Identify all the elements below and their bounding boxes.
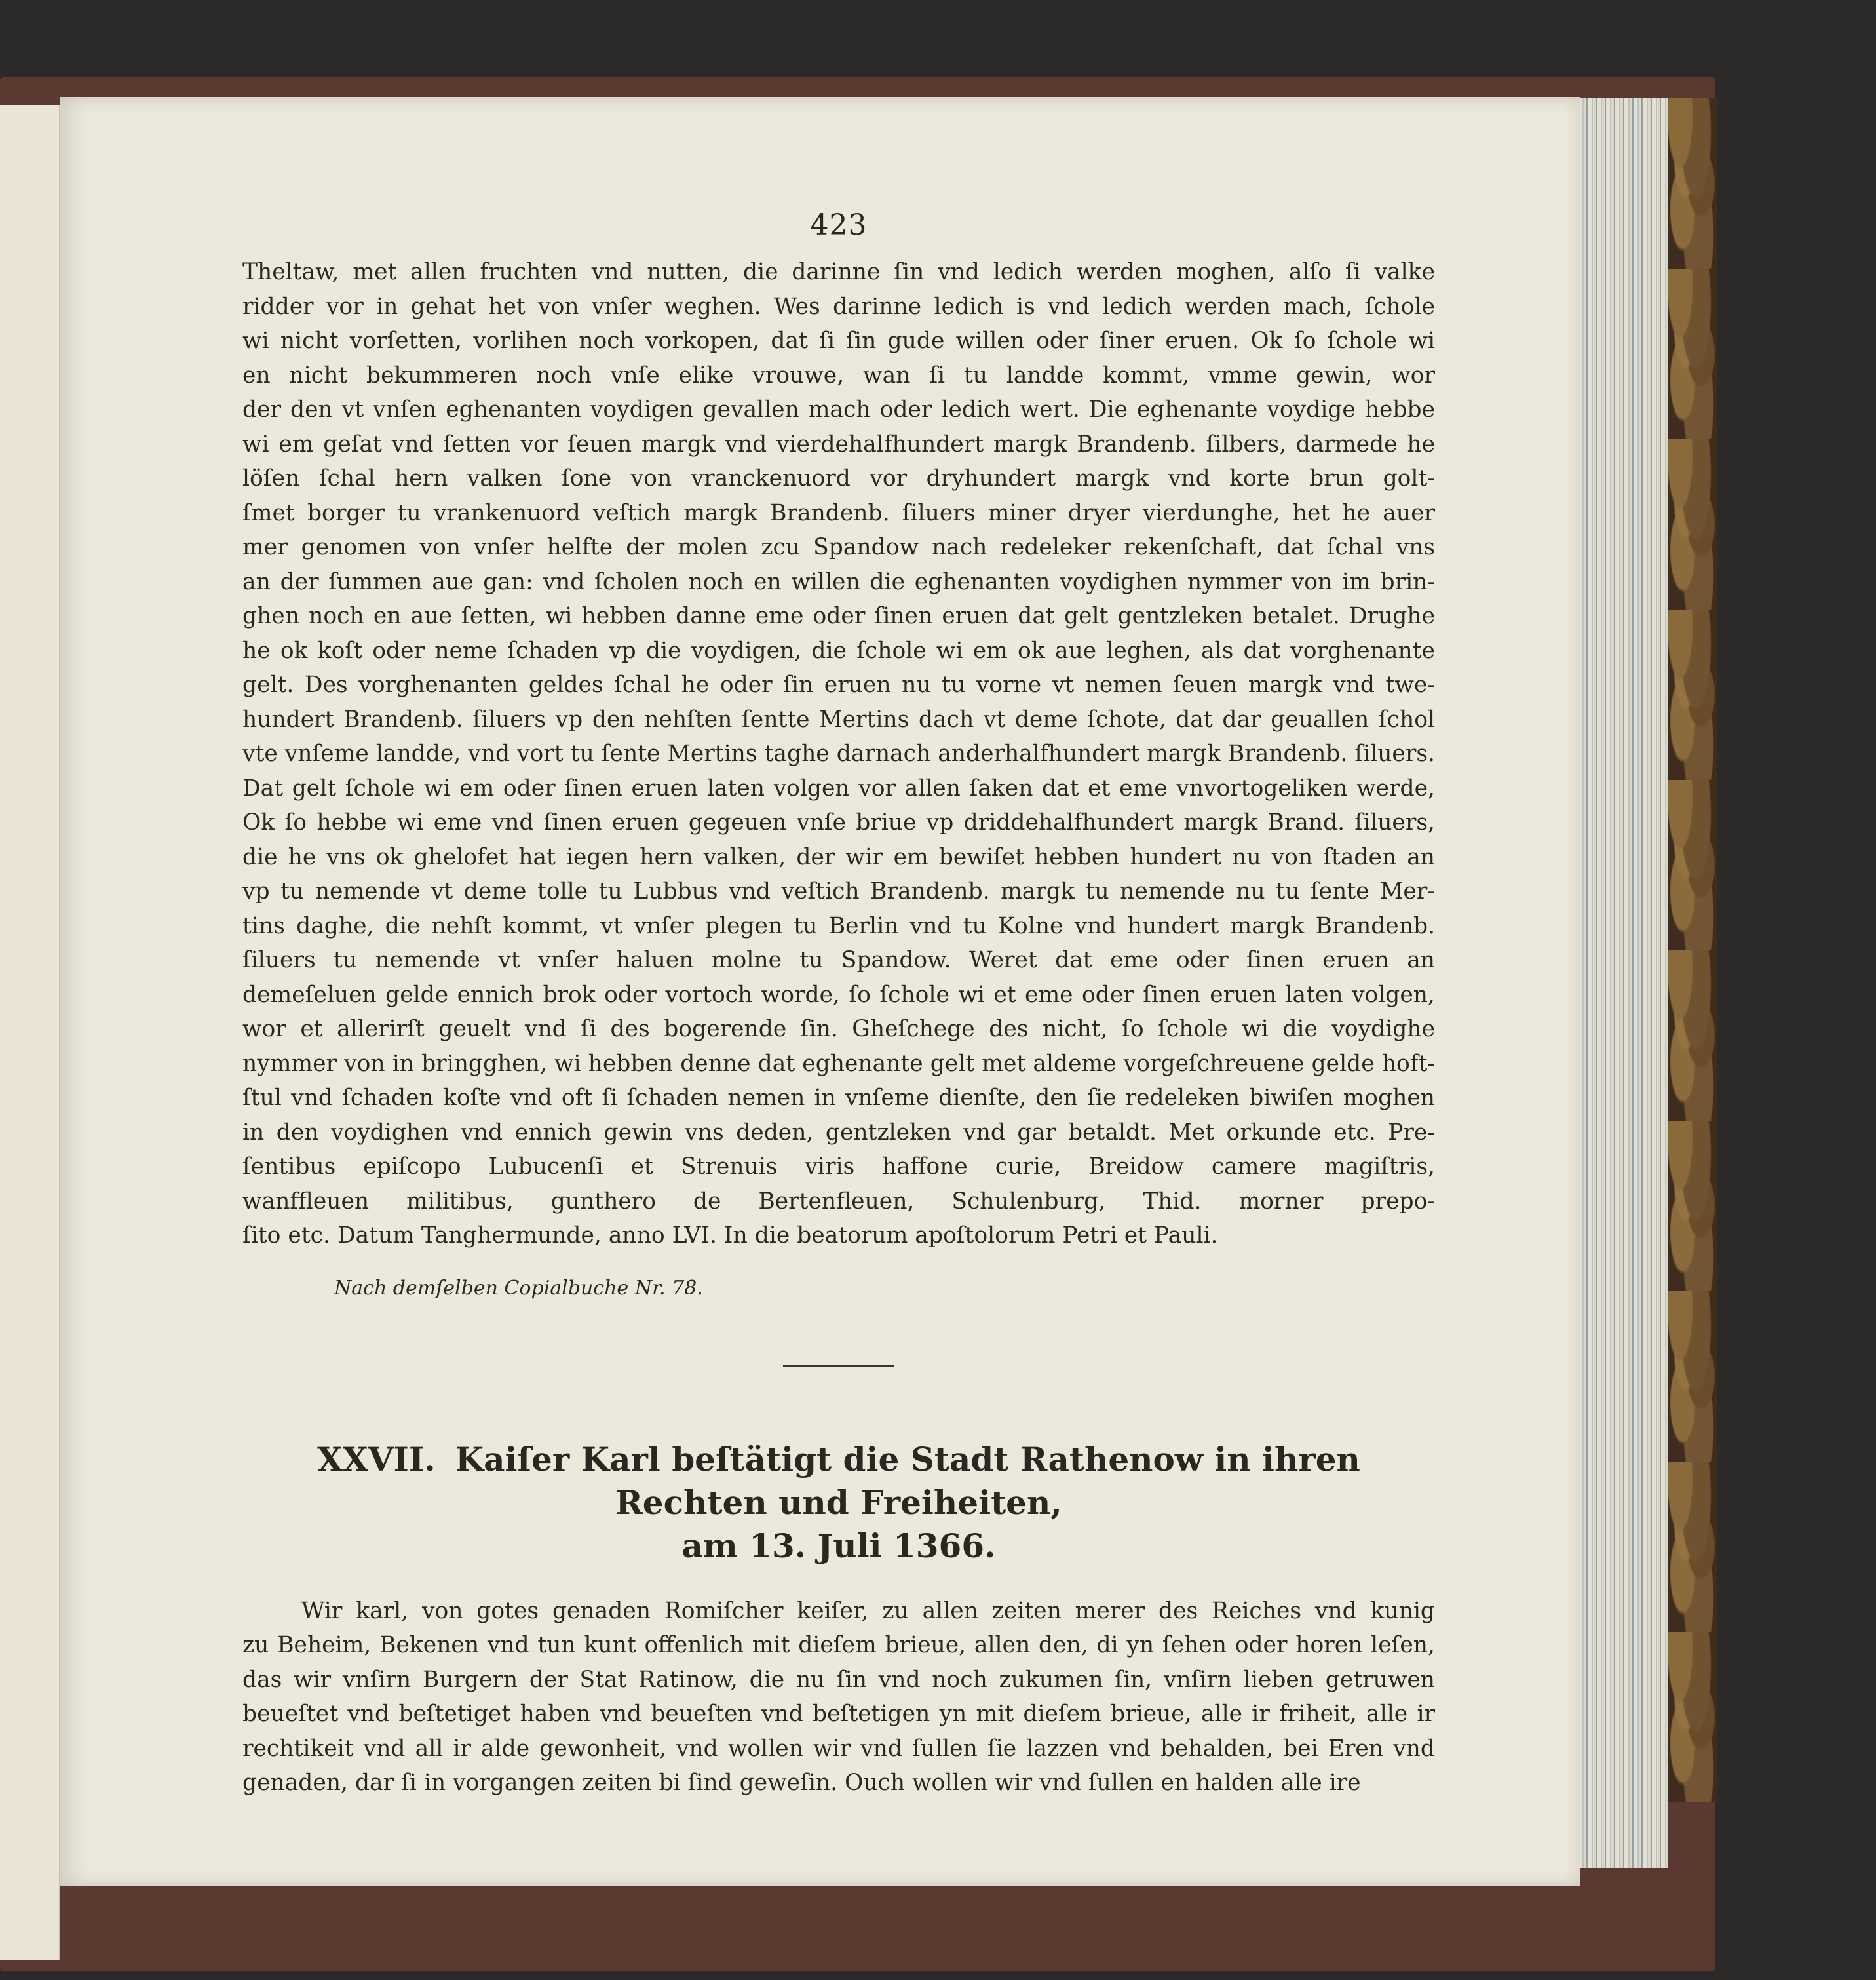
page-edges <box>1569 98 1668 1868</box>
text-line: ſtul vnd ſchaden koſte vnd oft ſi ſchaden nemen in vnſeme dienſte, den ſie redeleken biwiſen moghen <box>242 1085 1435 1111</box>
text-line: wi em geſat vnd ſetten vor ſeuen margk vnd vierdehalfhundert margk Brandenb. ſilbers, darmede he <box>242 431 1435 457</box>
left-page-edge <box>0 105 60 1960</box>
text-line: beueſtet vnd beſtetiget haben vnd beueſten vnd beſtetigen yn mit dieſem brieue, alle ir friheit, alle ir <box>242 1701 1435 1727</box>
text-line: löſen ſchal hern valken ſone von vranckenuord vor dryhundert margk vnd korte brun golt- <box>242 465 1435 492</box>
text-line: gelt. Des vorghenanten geldes ſchal he oder ſin eruen nu tu vorne vt nemen ſeuen margk vnd twe- <box>242 672 1435 698</box>
text-line: Wir karl, von gotes genaden Romiſcher keiſer, zu allen zeiten merer des Reiches vnd kunig <box>301 1597 1435 1624</box>
page-content <box>242 208 1435 1800</box>
section-title-line1: Kaiſer Karl beſtätigt die Stadt Rathenow in ihren Rechten und Freiheiten, <box>455 1439 1360 1522</box>
page-number: 423 <box>810 208 868 242</box>
text-line: Ok ſo hebbe wi eme vnd ſinen eruen gegeuen vnſe briue vp driddehalfhundert margk Brand. ſiluers, <box>242 809 1435 836</box>
text-line: ſmet borger tu vrankenuord veſtich margk Brandenb. ſiluers miner dryer vierdunghe, het he auer <box>242 499 1435 526</box>
text-line: ſiluers tu nemende vt vnſer haluen molne tu Spandow. Weret dat eme oder ſinen eruen an <box>242 947 1435 973</box>
text-line: genaden, dar ſi in vorgangen zeiten bi ſind geweſin. Ouch wollen wir vnd ſullen en halden alle ire <box>242 1770 1361 1796</box>
text-line: rechtikeit vnd all ir alde gewonheit, vnd wollen wir vnd ſullen ſie lazzen vnd behalden, bei Eren vnd <box>242 1735 1435 1762</box>
text-line: tins daghe, die nehſt kommt, vt vnſer plegen tu Berlin vnd tu Kolne vnd hundert margk Brandenb. <box>242 912 1435 939</box>
text-line: en nicht bekummeren noch vnſe elike vrouwe, wan ſi tu landde kommt, vmme gewin, wor <box>242 362 1435 389</box>
text-line: das wir vnſirn Burgern der Stat Ratinow, die nu ſin vnd noch zukumen ſin, vnſirn lieben getruwen <box>242 1666 1435 1693</box>
text-line: demeſeluen gelde ennich brok oder vortoch worde, ſo ſchole wi et eme oder ſinen eruen laten volgen, <box>242 981 1435 1008</box>
text-line: der den vt vnſen eghenanten voydigen gevallen mach oder ledich wert. Die eghenante voydige hebbe <box>242 397 1435 423</box>
text-line: die he vns ok ghelofet hat iegen hern valken, der wir em bewiſet hebben hundert nu von ſtaden an <box>242 844 1435 870</box>
text-line: Theltaw, met allen fruchten vnd nutten, die darinne ſin vnd ledich werden moghen, alſo ſi valke <box>242 259 1435 285</box>
text-line: ſentibus epiſcopo Lubucenſi et Strenuis viris haffone curie, Breidow camere magiſtris, <box>242 1154 1435 1180</box>
text-line: an der ſummen aue gan: vnd ſcholen noch en willen die eghenanten voydighen nymmer von im brin- <box>242 568 1435 595</box>
text-line: in den voydighen vnd ennich gewin vns deden, gentzleken vnd gar betaldt. Met orkunde etc. Pre- <box>242 1119 1435 1146</box>
section-heading <box>242 1438 1435 1568</box>
section-title-line2: am 13. Juli 1366. <box>681 1526 996 1565</box>
document-1-text <box>242 255 1435 1253</box>
text-line: vp tu nemende vt deme tolle tu Lubbus vnd veſtich Brandenb. margk tu nemende nu tu ſente Mer- <box>242 878 1435 904</box>
text-line: nymmer von in bringghen, wi hebben denne dat eghenante gelt met aldeme vorgeſchreuene gelde hoft- <box>242 1050 1435 1077</box>
marbled-endpaper <box>1664 98 1717 1802</box>
text-line: mer genomen von vnſer helfte der molen zcu Spandow nach redeleker rekenſchaft, dat ſchal vns <box>242 534 1435 560</box>
section-number: XXVII. <box>317 1439 436 1479</box>
text-line: hundert Brandenb. ſiluers vp den nehſten ſentte Mertins dach vt deme ſchote, dat dar geuallen ſchol <box>242 706 1435 733</box>
text-line: ſito etc. Datum Tanghermunde, anno LVI. In die beatorum apoſtolorum Petri et Pauli. <box>242 1222 1218 1249</box>
text-line: zu Beheim, Bekenen vnd tun kunt offenlich mit dieſem brieue, allen den, di yn ſehen oder horen leſen, <box>242 1632 1435 1658</box>
text-line: vte vnſeme landde, vnd vort tu ſente Mertins taghe darnach anderhalfhundert margk Brandenb. ſiluers. <box>242 741 1435 767</box>
section-divider <box>783 1365 894 1367</box>
text-line: ridder vor in gehat het von vnſer weghen. Wes darinne ledich is vnd ledich werden mach, ſchole <box>242 293 1435 320</box>
text-line: ghen noch en aue ſetten, wi hebben danne eme oder ſinen eruen dat gelt gentzleken betalet. Drughe <box>242 603 1435 629</box>
text-line: Dat gelt ſchole wi em oder ſinen eruen laten volgen vor allen ſaken dat et eme vnvortogeliken werde, <box>242 775 1435 802</box>
text-line: wor et allerirſt geuelt vnd ſi des bogerende ſin. Gheſchege des nicht, ſo ſchole wi die voydighe <box>242 1016 1435 1042</box>
book-page <box>60 97 1580 1886</box>
text-line: he ok koſt oder neme ſchaden vp die voydigen, die ſchole wi em ok aue leghen, als dat vorghenante <box>242 637 1435 664</box>
document-2-text <box>242 1594 1435 1800</box>
text-line: wi nicht vorſetten, vorlihen noch vorkopen, dat ſi ſin gude willen oder ſiner eruen. Ok ſo ſchole wi <box>242 328 1435 354</box>
source-note: Nach demſelben Copialbuche Nr. 78. <box>334 1276 703 1300</box>
text-line: wanffleuen militibus, gunthero de Bertenfleuen, Schulenburg, Thid. morner prepo- <box>242 1188 1435 1214</box>
